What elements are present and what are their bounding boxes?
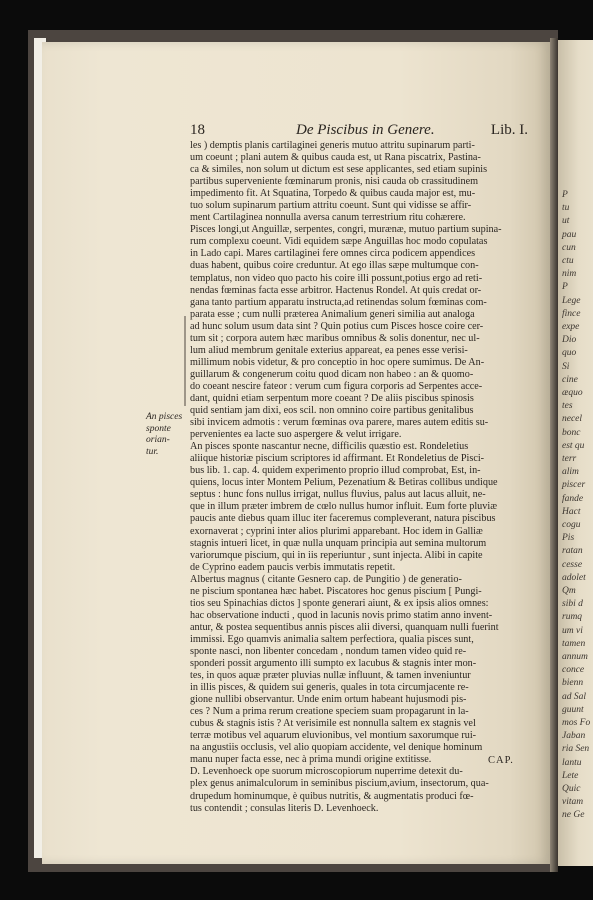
text-line: que in illum præter imbrem de cœlo nullus humor influit. Eum forte pluviæ bbox=[190, 501, 497, 513]
text-line: D. Levenhoeck ope suorum microscopiorum nuperrime detexit du- bbox=[190, 766, 463, 778]
text-line: tios seu Spinachias dictos ] sponte generari aiunt, & ex ipsis alios omnes: bbox=[190, 597, 489, 609]
facing-page-fragment: conce bbox=[562, 665, 585, 676]
text-line: bus lib. 1. cap. 4. quidem experimento proprio illud comprobat, Est, in- bbox=[190, 465, 481, 477]
facing-page-fragment: æquo bbox=[562, 388, 583, 398]
facing-page-fragment: alim bbox=[562, 467, 579, 478]
book-number: Lib. I. bbox=[490, 122, 528, 138]
facing-page-fragment: tu bbox=[562, 203, 570, 214]
body-text bbox=[190, 140, 528, 815]
text-line: impedimento fit. At Squatina, Torpedo & quibus cauda major est, mu- bbox=[190, 188, 476, 200]
text-line: aliique historiæ piscium scriptores id affirmant. Et Rondeletius de Pisci- bbox=[190, 453, 485, 465]
page-number: 18 bbox=[190, 122, 205, 138]
facing-page-fragment: nim bbox=[562, 269, 577, 280]
facing-page-fragment: expe bbox=[562, 322, 580, 332]
facing-page-fragment: rumq bbox=[562, 612, 583, 623]
facing-page-fragment: tes bbox=[562, 401, 573, 412]
text-line: ne piscium spontanea hæc habet. Piscatores hoc genus piscium [ Pungi- bbox=[190, 585, 482, 597]
text-line: septus : hunc fons nullus irrigat, nullus fluvius, palus aut lacus alluit, ne- bbox=[190, 489, 486, 501]
facing-page-fragment: P bbox=[562, 282, 568, 293]
facing-page-fragment: Jaban bbox=[562, 731, 586, 742]
text-line: sibi invicem admotis : verum fœminas ova parere, mares autem editis su- bbox=[190, 417, 489, 429]
facing-page-fragment: lantu bbox=[562, 757, 582, 768]
facing-page-fragment: ad Sal bbox=[562, 691, 587, 702]
facing-page-fragment: Lete bbox=[562, 770, 579, 781]
facing-page-fragment: P bbox=[562, 190, 568, 200]
text-line: Pisces longi,ut Anguillæ, serpentes, congri, murænæ, mutuo partium supina- bbox=[190, 224, 502, 236]
text-line: gione nullibi observantur. Unde enim ortum habeant hujusmodi pis- bbox=[190, 694, 467, 706]
text-line: parata esse ; cum nulli præterea Animalium generi similia aut analoga bbox=[190, 308, 475, 320]
facing-page-fragment: Si bbox=[562, 361, 570, 372]
text-line: ca & similes, non solum ut dictum est sese applicantes, sed etiam supinis bbox=[190, 164, 488, 176]
text-line: hac observatione inducti , quod in lacunis novis primo statim anno invent- bbox=[190, 609, 493, 621]
text-line: les ) demptis planis cartilaginei generis mutuo attritu supinarum parti- bbox=[190, 140, 475, 151]
marginal-note-line: An pisces bbox=[146, 412, 183, 422]
facing-page-fragment: Dio bbox=[562, 335, 577, 346]
facing-page-fragment: cesse bbox=[562, 559, 583, 570]
text-line: in illis pisces, & quidem sui generis, quales in tota circumjacente re- bbox=[190, 682, 469, 694]
facing-page-fragment: Qm bbox=[562, 586, 576, 596]
text-line: dant, quidni etiam serpentum more coeant ? De aliis piscibus spinosis bbox=[190, 392, 474, 404]
text-line: um coeunt ; plani autem & quibus cauda est, ut Rana piscatrix, Pastina- bbox=[190, 152, 481, 164]
text-line: immissi. Ego quamvis animalia saltem perfectiora, qualia pisces sunt, bbox=[190, 633, 474, 645]
text-line: in Lado capi. Mares cartilaginei fere omnes circa podicem appendices bbox=[190, 248, 476, 260]
facing-page-fragment: guunt bbox=[562, 704, 584, 715]
book-gutter bbox=[550, 38, 558, 872]
margin-rule bbox=[184, 316, 186, 406]
text-line: terræ motibus vel aquarum eluvionibus, vel montium saxorumque rui- bbox=[190, 730, 477, 742]
facing-page-fragment: ria Sen bbox=[562, 744, 590, 755]
facing-page-fragment: piscer bbox=[562, 480, 586, 491]
text-line: guillarum & congenerum coitu quod dicam non habeo : an & quomo- bbox=[190, 368, 474, 380]
facing-page-fragment: Lege bbox=[562, 295, 581, 306]
facing-page-fragment: bienn bbox=[562, 678, 584, 689]
text-line: variorumque piscium, qui in iis reperiuntur , sunt injecta. Alibi in capite bbox=[190, 549, 483, 561]
marginal-note-line: tur. bbox=[146, 446, 159, 457]
facing-page-fragment: fince bbox=[562, 308, 581, 319]
text-line: tum sit ; corpora autem hæc maribus omnibus & solis donentur, nec ul- bbox=[190, 332, 480, 344]
facing-page-fragment: tamen bbox=[562, 638, 586, 649]
facing-page-fragment: bonc bbox=[562, 427, 581, 438]
facing-page-fragment: terr bbox=[562, 454, 577, 464]
text-line: millimum nobis videtur, & pro conceptio in hoc opere sumimus. De An- bbox=[190, 356, 485, 368]
running-header bbox=[190, 122, 528, 140]
text-line: sponderi possit argumento illi sumpto ex lacubus & stagnis inter mon- bbox=[190, 658, 477, 670]
text-line: pervenientes ea lacte suo aspergere & velut irrigare. bbox=[190, 429, 402, 441]
facing-page-fragment: adolet bbox=[562, 572, 586, 583]
text-line: tuo solum supinarum partium attritu coeunt. Sunt qui vidisse se affir- bbox=[190, 200, 472, 212]
text-line: cubus & stagnis istis ? At verisimile est nonnulla saltem ex stagnis vel bbox=[190, 718, 476, 730]
text-line: exornaverat ; cyprini inter alios plurimi apparebant. Hoc idem in Galliæ bbox=[190, 525, 483, 537]
text-line: gana tanto partium apparatu instructa,ad retinendas solum fœminas com- bbox=[190, 296, 487, 308]
facing-page-fragment: Pis bbox=[562, 533, 575, 544]
facing-page-fragment: annum bbox=[562, 652, 588, 662]
text-line: rum complexu coeunt. Vidi equidem sæpe Anguillas hoc modo copulatas bbox=[190, 236, 488, 248]
text-line: manu nuper facta esse, nec à prima mundi origine extitisse. bbox=[190, 754, 432, 766]
text-line: lum aliud membrum genitale exterius appareat, ea penes esse verisi- bbox=[190, 344, 468, 356]
facing-page-fragment: est qu bbox=[562, 440, 585, 451]
facing-page-fragment: Hact bbox=[562, 506, 581, 517]
facing-page-fragment: pau bbox=[562, 229, 577, 240]
facing-page-fragment: Quic bbox=[562, 784, 581, 794]
facing-page-fragment: sibi d bbox=[562, 599, 583, 610]
text-line: templatus, non video quo pacto his coire illi possunt,potius ergo ad reti- bbox=[190, 272, 483, 284]
text-line: paucis ante diebus quam illuc iter faceremus compleverant, natura piscibus bbox=[190, 513, 496, 525]
facing-page-fragment: vitam bbox=[562, 797, 584, 808]
text-line: na angustiis occlusis, vel alio quopiam accidente, vel denique hominum bbox=[190, 742, 483, 754]
text-line: quid sentiam jam dixi, eos scil. non omnino coire partibus genitalibus bbox=[190, 405, 474, 417]
text-line: ces ? Num a prima rerum creatione speciem suam propagarunt in la- bbox=[190, 706, 469, 718]
facing-page-fragment: fande bbox=[562, 493, 584, 504]
facing-page-fragment: cogu bbox=[562, 520, 581, 530]
facing-page bbox=[558, 40, 593, 866]
text-line: nendas fœminas facta esse arbitror. Hactenus Rondel. At quis credat or- bbox=[190, 284, 482, 296]
text-line: ment Cartilaginea nonnulla aversa canum terrestrium ritu cohærere. bbox=[190, 212, 466, 224]
text-line: duas habent, quibus coire creduntur. At ego illas sæpe multumque con- bbox=[190, 260, 479, 272]
text-line: partibus superveniente fœminarum pronis, nisi cauda ob crassitudinem bbox=[190, 176, 479, 188]
text-line: de Cyprino eadem paucis verbis immutatis repetit. bbox=[190, 561, 396, 573]
text-line: tus contendit ; consulas literis D. Levenhoeck. bbox=[190, 802, 379, 814]
marginal-note bbox=[146, 412, 192, 458]
text-line: ad hunc solum usum data sint ? Quin potius cum Pisces hosce coire cer- bbox=[190, 320, 484, 332]
text-line: Albertus magnus ( citante Gesnero cap. de Pungitio ) de generatio- bbox=[190, 573, 462, 585]
facing-page-fragment: ut bbox=[562, 216, 570, 227]
facing-page-fragment: necel bbox=[562, 414, 583, 425]
text-line: drupedum hominumque, è quibus nutritis, & augmentatis produci fœ- bbox=[190, 790, 474, 802]
text-line: sponte nasci, non libenter concedam , nondum tamen video quid re- bbox=[190, 645, 467, 657]
text-line: tes, in quos aquæ præter pluvias nullæ influunt, & tamen inveniuntur bbox=[190, 670, 471, 682]
facing-page-fragment: ctu bbox=[562, 256, 574, 266]
marginal-note-line: sponte orian- bbox=[146, 423, 171, 445]
facing-page-fragment: ne Ge bbox=[562, 810, 585, 821]
text-line: An pisces sponte nascantur necne, difficilis quæstio est. Rondeletius bbox=[190, 441, 469, 453]
facing-page-fragment: mos Fo bbox=[562, 718, 591, 728]
catchword: CAP. bbox=[488, 755, 514, 766]
text-line: stagnis intueri licet, in quæ nulla unquam principia aut semina multorum bbox=[190, 537, 487, 549]
running-title: De Piscibus in Genere. bbox=[296, 122, 435, 138]
text-line: antur, & postea sequentibus annis pisces alii diversi, quanquam nulli fuerint bbox=[190, 621, 499, 633]
facing-page-fragment: quo bbox=[562, 348, 577, 359]
text-line: do coeant nescire fateor : verum cum figura corporis ad Serpentes acce- bbox=[190, 380, 483, 392]
facing-page-fragment: cun bbox=[562, 242, 576, 253]
text-line: plex genus animalculorum in seminibus piscium,avium, insectorum, qua- bbox=[190, 778, 489, 790]
facing-page-fragment: um vi bbox=[562, 625, 583, 636]
facing-page-fragment: cine bbox=[562, 374, 578, 385]
text-line: quiens, locus inter Montem Pelium, Pezenatium & Betiras collibus undique bbox=[190, 477, 498, 489]
facing-page-fragment: ratan bbox=[562, 546, 583, 557]
